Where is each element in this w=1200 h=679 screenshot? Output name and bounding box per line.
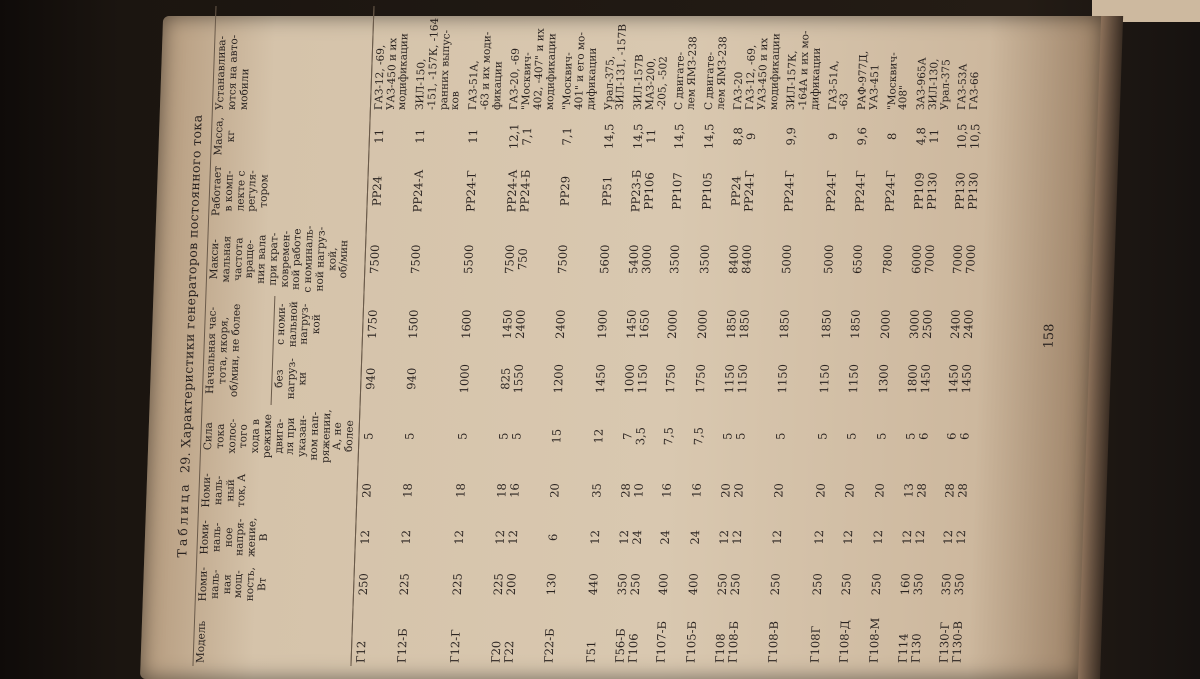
table-cell: Г108Г (807, 625, 823, 663)
table-cell: 1150 1150 (722, 364, 751, 394)
table-cell: 825 1550 (498, 364, 527, 394)
table-cell: 14,5 (701, 123, 717, 150)
subcol-header-no-load: без нагруз- ки (271, 353, 362, 405)
col-header-voltage: Номи- наль- ное напря- жение, В (197, 514, 356, 562)
table-cell: 7000 7000 (950, 244, 979, 274)
table-cell: ЗИЛ-157К, -164А и их мо- дификации (785, 30, 823, 111)
table-cell: Г12 (353, 640, 369, 663)
table-cell: 6500 (850, 244, 866, 274)
table-cell: 7 3,5 (620, 427, 648, 446)
col-header-power: Номи- наль- ная мощ- ность, Вт (195, 561, 354, 607)
table-cell: 2000 (665, 309, 681, 339)
table-cell: 16 (689, 483, 704, 498)
table-cell: 1850 (777, 309, 793, 339)
generator-table (192, 6, 989, 666)
table-cell: 20 (359, 483, 374, 498)
table-cell: 13 28 (901, 483, 929, 498)
table-cell: 12 12 (492, 530, 521, 545)
table-cell: ГАЗ-20, -69 "Москвич- 402, -407" и их модификации (508, 28, 559, 111)
table-cell: 1150 (816, 364, 832, 394)
table-cell: 400 (685, 573, 701, 596)
table-cell: PP24 PP24-Г (728, 170, 757, 212)
table-cell: 350 250 (614, 573, 643, 596)
table-cell: 12 (769, 530, 785, 545)
table-cell: 5400 3000 (626, 244, 655, 274)
table-cell: PP107 (669, 172, 685, 210)
table-cell: ГАЗ-12, -69, УАЗ-450 и их модификации (372, 33, 411, 111)
table-cell: 12 (398, 530, 414, 545)
table-cell: "Москвич- 401" и его мо- дификации (561, 32, 599, 111)
table-cell: PP105 (699, 172, 715, 210)
table-cell: 1850 1850 (724, 309, 753, 339)
table-cell: 14,5 (671, 123, 687, 150)
table-cell: Г20 Г22 (488, 640, 517, 663)
table-cell: 1450 2400 (500, 309, 529, 339)
table-cell: 12 (587, 530, 602, 545)
table-cell: 1850 (847, 309, 863, 339)
table-cell: 5000 (820, 244, 836, 274)
table-cell: 10,5 10,5 (954, 123, 983, 150)
table-cell: 1450 (592, 364, 608, 394)
table-cell: 28 10 (618, 483, 646, 498)
table-cell: 6 6 (944, 432, 972, 440)
table-cell: 940 (362, 367, 378, 390)
table-cell: 7500 (555, 244, 571, 274)
table-cell: 440 (585, 573, 601, 596)
table-cell: 1200 (551, 364, 567, 394)
table-cell: 5 (814, 432, 830, 440)
table-cell: 2400 2400 (948, 309, 977, 339)
table-cell: ГАЗ-51А, -63 (826, 60, 851, 111)
table-cell: 250 (809, 573, 825, 596)
table-cell: 5 (844, 432, 859, 440)
table-cell: 12 (811, 530, 826, 545)
table-cell: 1500 (405, 309, 421, 339)
table-cell: С двигате- лем ЯМЗ-238 (673, 36, 700, 111)
table-cell: 5 5 (720, 432, 748, 440)
table-cell: 1000 1150 (621, 364, 650, 394)
table-cell: PP51 (599, 175, 615, 207)
table-cell: Г105-Б (683, 621, 699, 663)
col-header-model: Модель (193, 607, 353, 666)
table-cell: 20 (871, 483, 887, 498)
table-cell: 20 20 (718, 483, 746, 498)
table-cell: 7,1 (559, 127, 575, 146)
table-cell: 225 (449, 573, 465, 596)
table-cell: 1750 (692, 364, 708, 394)
table-cell: PP24-Г (463, 170, 479, 212)
table-cell: PP23-Б PP106 (628, 169, 657, 213)
table-cell: 2000 (694, 309, 710, 339)
table-cell: 7500 (408, 244, 424, 274)
table-cell: 12 (590, 428, 606, 444)
table-cell: PP24 (369, 175, 385, 207)
table-cell: 8400 8400 (726, 244, 755, 274)
table-cell: 12 (840, 530, 856, 545)
table-cell: Урал-375, ЗИЛ-131, -157В (602, 24, 630, 111)
caption-number: 29. (177, 451, 193, 474)
table-cell: 1800 1450 (904, 364, 933, 394)
table-cell: 250 250 (715, 573, 743, 596)
table-cell: PP29 (557, 175, 573, 207)
caption-lead: Таблица (174, 481, 192, 558)
table-cell: 20 (842, 483, 857, 498)
table-cell: 20 (812, 483, 828, 498)
table-cell: РАФ-977Д, УАЗ-451 (855, 50, 882, 111)
table-cell: 5 (361, 432, 376, 440)
table-cell: 5500 (461, 244, 477, 274)
table-cell: PP24-Г (852, 170, 868, 212)
table-cell: Г12-Б (394, 628, 410, 663)
table-cell: 12 (870, 530, 885, 545)
table-cell: Г130-Г Г130-В (936, 621, 966, 663)
table-cell: 400 (656, 573, 671, 596)
table-cell: 130 (544, 573, 559, 596)
col-header-vehicles: Устанавлива- ются на авто- мобили (212, 6, 373, 113)
table-cell: ГАЗ-53А ГАЗ-66 (956, 63, 982, 111)
table-cell: PP24-Г (822, 170, 839, 212)
table-cell: 1150 (845, 364, 861, 394)
table-cell: 12 12 (716, 530, 745, 545)
page-number: 158 (1041, 323, 1058, 349)
table-cell: 9 (825, 132, 840, 140)
table-cell: 1450 1650 (623, 309, 652, 339)
table-cell: 1300 (875, 364, 891, 394)
book-page-wrapper (140, 16, 1103, 679)
table-cell: 250 (768, 573, 783, 596)
table-cell: Г12-Г (447, 629, 463, 663)
col-header-regulator: Работает в комп- лекте с регуля- тором (208, 160, 368, 223)
table-cell: 20 (547, 483, 563, 498)
table-cell: 9,9 (783, 127, 799, 146)
table-cell: Г107-Б (653, 621, 670, 663)
col-header-start-frequency: Начальная час- тота, якоря, об/мин, не более (202, 296, 275, 405)
subcol-header-rated-load: с номи- нальной нагруз- кой (273, 296, 364, 353)
table-cell: Г51 (583, 640, 598, 663)
table-body (351, 6, 990, 666)
table-cell: 3500 (667, 244, 683, 274)
table-cell: PP109 PP130 (911, 172, 940, 210)
table-cell: 5 (455, 432, 470, 440)
table-cell: 12 24 (616, 530, 645, 545)
table-cell: 1850 (818, 309, 834, 339)
table-cell: 250 (838, 573, 854, 596)
table-cell: 225 (396, 573, 412, 596)
table-cell: 11 (412, 128, 428, 144)
table-cell: Г114 Г130 (895, 633, 924, 663)
table-cell: 7500 750 (502, 244, 531, 274)
table-cell: 1750 (364, 309, 380, 339)
table-cell: Г56-Б Г106 (612, 628, 641, 663)
table-cell: "Москвич- 408" (885, 52, 910, 111)
table-cell: ГАЗ-20 ГАЗ-12, -69, УАЗ-450 и их модификации (732, 33, 783, 111)
table-cell: 7800 (879, 244, 895, 274)
table-cell: 225 200 (491, 573, 519, 596)
table-cell: 2000 (877, 309, 893, 339)
table-cell: 24 (687, 530, 702, 545)
table-cell: 24 (657, 530, 673, 545)
col-header-max-frequency: Макси- мальная частота враще- ния вала при крат- ковремен- ной работе с номиналь- ной нагруз- кой, об/мин (206, 222, 366, 295)
table-cell: 3000 2500 (906, 309, 935, 339)
table-cell: Г108-Д (836, 620, 853, 663)
table-cell: 6 (546, 533, 561, 541)
table-cell: 11 (465, 128, 481, 144)
table-cell: 940 (404, 367, 419, 390)
table-cell: 14,5 (601, 123, 616, 150)
caption-title: Характеристики генераторов постоянного тока (178, 114, 205, 448)
table-cell: 5 (402, 432, 417, 440)
table-cell: 1450 1450 (946, 364, 975, 394)
table-cell: ЗИЛ-150, -151, -157К, -164 ранних выпус- ков (413, 17, 462, 111)
table-cell: 5000 (779, 244, 795, 274)
table-cell: 14,5 11 (630, 123, 659, 150)
table-cell: ЗИЛ-157В МАЗ-200, -205, -502 (631, 54, 670, 111)
table-cell: Г108-В (765, 621, 782, 663)
table-cell: 5 5 (496, 432, 524, 440)
table-cell: 8,8 9 (730, 127, 759, 146)
table-cell: 18 (453, 483, 468, 498)
table-cell: PP24-Г (881, 170, 898, 212)
table-cell: 7,5 (690, 427, 706, 446)
table-cell: 7500 (366, 244, 382, 274)
table-cell: 4,8 11 (913, 127, 942, 146)
table-cell: 5 (873, 432, 889, 440)
table-cell: 9,6 (854, 127, 870, 146)
table-cell: ГАЗ-51А, -63 и их моди- фикации (466, 31, 505, 111)
table-cell: PP24-А PP24-Б (504, 169, 533, 213)
table-cell: 350 350 (939, 573, 967, 596)
table-cell: Г22-Б (541, 628, 558, 663)
table-cell: 1600 (458, 309, 474, 339)
table-cell: 12 (451, 530, 467, 545)
table-cell: 7,5 (661, 427, 677, 446)
table-cell: 5 6 (903, 432, 931, 440)
col-header-current: Номи- наль- ный ток, А (198, 467, 357, 513)
table-cell: 12 (357, 530, 372, 545)
table-cell: 2400 (553, 309, 569, 339)
table-cell: 16 (659, 483, 675, 498)
table-cell: 18 (400, 483, 415, 498)
table-cell: 12 12 (940, 530, 969, 545)
table-cell: 35 (588, 483, 604, 498)
table-cell: 12,1 7,1 (506, 123, 535, 150)
table-cell: 15 (549, 428, 564, 444)
rotated-content (170, 6, 1093, 666)
table-cell: 5600 (596, 244, 612, 274)
table-cell: 160 350 (897, 573, 926, 596)
table-cell: 3500 (696, 244, 712, 274)
table-cell: PP130 PP130 (952, 172, 981, 210)
table-cell: 250 (868, 573, 884, 596)
table-cell: 1750 (663, 364, 679, 394)
table-cell: 20 (771, 483, 787, 498)
table-cell: 1900 (594, 309, 610, 339)
table-cell: Г108-М (866, 617, 882, 663)
table-cell: 28 28 (942, 483, 970, 498)
table-cell: 6000 7000 (909, 244, 938, 274)
col-header-mass: Масса, кг (211, 113, 370, 160)
table-cell: PP24-Г (781, 170, 798, 212)
table-cell: 18 16 (494, 483, 522, 498)
col-header-idle-current: Сила тока холос- того хода в режиме двига- ля при указан- ном нап- ряжении, А, не более (200, 405, 360, 467)
table-cell: ЗАЗ-965А ЗИЛ-130, Урал-375 (914, 57, 953, 111)
table-cell: 250 (355, 573, 371, 596)
table-cell: 1150 (775, 364, 791, 394)
table-cell: 11 (371, 128, 386, 144)
table-cell: Г108 Г108-Б (712, 621, 742, 663)
table-cell: 12 12 (899, 530, 928, 545)
table-cell: 1000 (456, 364, 472, 394)
table-cell: 5 (773, 432, 788, 440)
table-cell: PP24-А (410, 169, 426, 213)
table-cell: С двигате- лем ЯМЗ-238 (702, 36, 729, 111)
table-cell: 8 (884, 132, 899, 140)
